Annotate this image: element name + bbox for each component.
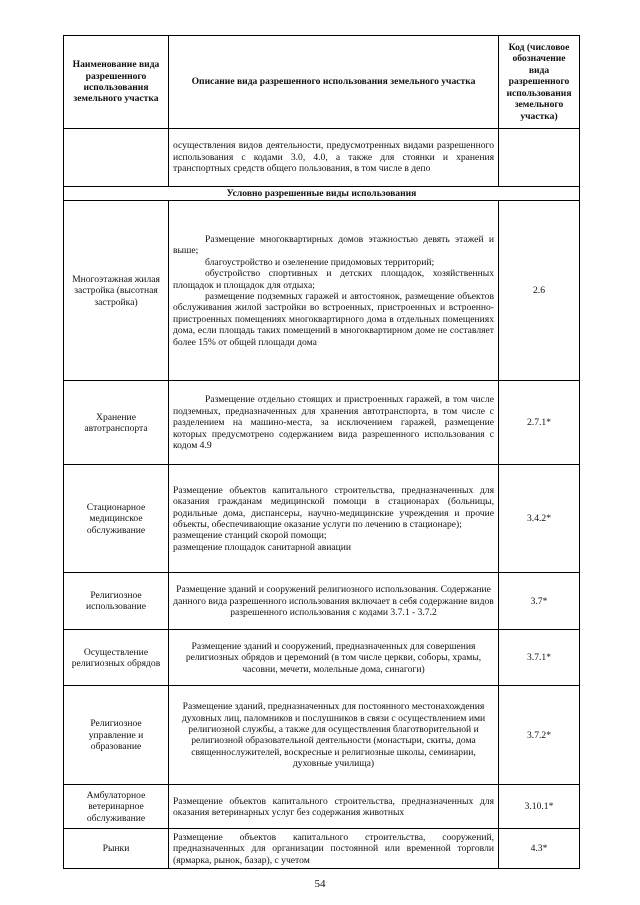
- use-description: [169, 381, 499, 465]
- use-description: [169, 829, 499, 869]
- description-paragraph: Размещение зданий и сооружений религиозного использования. Содержание данного вида разрешенного использования включает в себя содержание видов разрешенного использования с кодами 3.7.1 - 3.7.2: [173, 584, 494, 619]
- description-paragraph: размещение подземных гаражей и автостоянок, размещение объектов обслуживания жилой застройки во встроенных, пристроенных и встроенно-пристроенных помещениях многоквартирного дома в отдельных помещениях дома, если площадь таких помещений в многоквартирном доме не составляет более 15% от общей площади дома: [173, 290, 494, 348]
- description-paragraph: благоустройство и озеленение придомовых территорий;: [205, 256, 435, 268]
- table-row: [64, 573, 580, 630]
- description-paragraph: Размещение отдельно стоящих и пристроенных гаражей, в том числе подземных, предназначенных для хранения автотранспорта, в том числе с разделением на машино-места, за исключением гаражей, размещение которых предусмотрено содержанием вида разрешенного использования с кодом 4.9: [173, 394, 494, 452]
- continuation-row: [64, 129, 580, 187]
- use-code: 3.7.1*: [499, 630, 580, 686]
- use-code: 3.7.2*: [499, 686, 580, 785]
- land-use-table: [63, 35, 580, 869]
- use-code: 2.6: [499, 201, 580, 381]
- header-name: Наименование вида разрешенного использования земельного участка: [64, 36, 169, 129]
- description-paragraph: Размещение объектов капитального строительства, сооружений, предназначенных для организации постоянной или временной торговли (ярмарка, рынок, базар), с учетом: [173, 831, 494, 866]
- description-paragraph: Размещение многоквартирных домов этажностью девять этажей и выше;: [173, 233, 494, 257]
- table-row: [64, 201, 580, 381]
- use-name: Религиозное управление и образование: [64, 686, 169, 785]
- table-row: [64, 686, 580, 785]
- description-paragraph: Размещение зданий и сооружений, предназначенных для совершения религиозных обрядов и церемоний (в том числе церкви, соборы, храмы, часовни, мечети, молельные дома, синагоги): [185, 640, 482, 675]
- use-name: Многоэтажная жилая застройка (высотная застройка): [64, 201, 169, 381]
- use-description: [169, 573, 499, 630]
- use-code: 2.7.1*: [499, 381, 580, 465]
- description-paragraph: Размещение зданий, предназначенных для постоянного местонахождения духовных лиц, паломников и послушников в связи с осуществлением ими религиозной службы, а также для осуществления благотворительной и религиозной образовательной деятельности (монастыри, скиты, дома священнослужителей, воскресные и религиозные школы, семинарии, духовные училища): [181, 701, 486, 770]
- use-name: Стационарное медицинское обслуживание: [64, 465, 169, 573]
- continuation-name: [64, 129, 169, 187]
- use-name: Хранение автотранспорта: [64, 381, 169, 465]
- section-title: Условно разрешенные виды использования: [64, 187, 580, 201]
- page-number: 54: [314, 878, 326, 890]
- use-name: Религиозное использование: [64, 573, 169, 630]
- use-code: 3.10.1*: [499, 785, 580, 829]
- section-row: [64, 187, 580, 201]
- header-row: [64, 36, 580, 129]
- use-description: [169, 465, 499, 573]
- continuation-code: [499, 129, 580, 187]
- description-paragraph: обустройство спортивных и детских площадок, хозяйственных площадок и площадок для отдыха;: [173, 268, 494, 291]
- use-description: [169, 630, 499, 686]
- use-description: [169, 785, 499, 829]
- use-name: Амбулаторное ветеринарное обслуживание: [64, 785, 169, 829]
- description-paragraph: Размещение объектов капитального строительства, предназначенных для оказания гражданам медицинской помощи в стационарах (больницы, родильные дома, диспансеры, научно-медицинские учреждения и прочие объекты, обеспечивающие оказание услуги по лечению в стационаре);: [173, 484, 494, 530]
- use-description: [169, 686, 499, 785]
- use-code: 3.4.2*: [499, 465, 580, 573]
- use-name: Осуществление религиозных обрядов: [64, 630, 169, 686]
- table-row: [64, 829, 580, 869]
- continuation-description: осуществления видов деятельности, предусмотренных видами разрешенного использования с кодами 3.0, 4.0, а также для стоянки и хранения транспортных средств общего пользования, в том числе в депо: [169, 129, 499, 187]
- table-row: [64, 630, 580, 686]
- table-row: [64, 785, 580, 829]
- header-code: Код (числовое обозначение вида разрешенного использования земельного участка): [499, 36, 580, 129]
- table-row: [64, 381, 580, 465]
- use-name: Рынки: [64, 829, 169, 869]
- description-paragraph: Размещение объектов капитального строительства, предназначенных для оказания ветеринарных услуг без содержания животных: [173, 795, 494, 818]
- header-description: Описание вида разрешенного использования земельного участка: [169, 36, 499, 129]
- description-paragraph: размещение станций скорой помощи;: [173, 530, 327, 542]
- use-code: 4.3*: [499, 829, 580, 869]
- use-description: [169, 201, 499, 381]
- table-row: [64, 465, 580, 573]
- use-code: 3.7*: [499, 573, 580, 630]
- description-paragraph: размещение площадок санитарной авиации: [173, 541, 352, 553]
